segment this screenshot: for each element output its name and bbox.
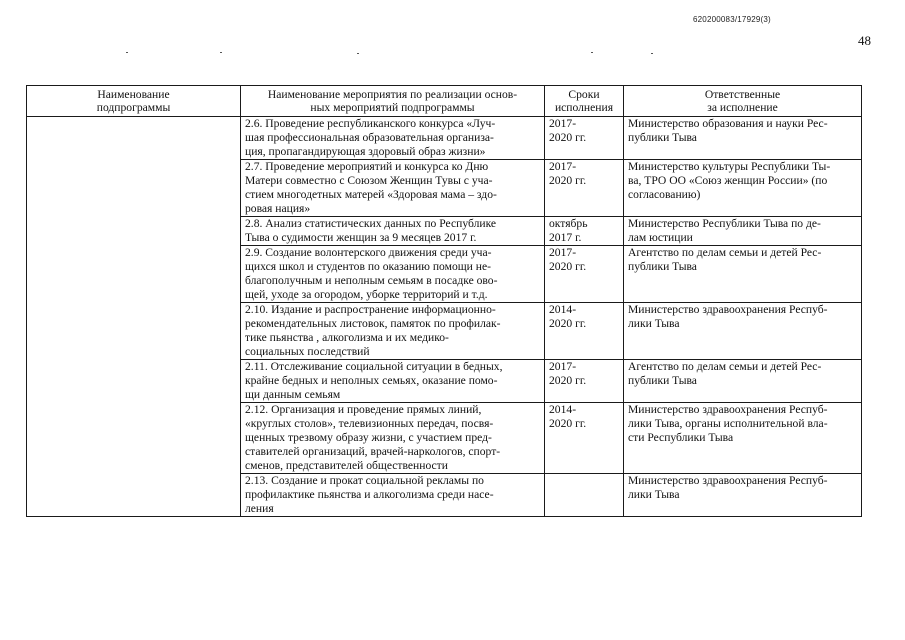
measure-cell: 2.8. Анализ статистических данных по Республике Тыва о судимости женщин за 9 месяцев 2017 г. xyxy=(241,217,545,246)
deadline-cell: 2014- 2020 гг. xyxy=(545,403,624,474)
measures-table xyxy=(26,85,862,517)
measure-cell: 2.10. Издание и распространение информационно- рекомендательных листовок, памяток по профилак- тике пьянства , алкоголизма и их медико- социальных последствий xyxy=(241,303,545,360)
responsible-cell: Министерство здравоохранения Респуб- лики Тыва, органы исполнительной вла- сти Республики Тыва xyxy=(624,403,862,474)
table-header-row xyxy=(27,86,862,117)
page-number: 48 xyxy=(858,33,871,48)
measure-cell: 2.7. Проведение мероприятий и конкурса ко Дню Матери совместно с Союзом Женщин Тувы с уча- стием многодетных матерей «Здоровая мама – здо- ровая нация» xyxy=(241,160,545,217)
responsible-cell: Министерство образования и науки Рес- публики Тыва xyxy=(624,117,862,160)
scan-speck xyxy=(220,52,222,53)
deadline-cell: 2017- 2020 гг. xyxy=(545,246,624,303)
measure-cell: 2.6. Проведение республиканского конкурса «Луч- шая профессиональная образовательная организа- ция, пропагандирующая здоровый образ жизни» xyxy=(241,117,545,160)
scan-speck xyxy=(651,53,653,54)
header-responsible: Ответственные за исполнение xyxy=(624,86,862,117)
header-deadline: Сроки исполнения xyxy=(545,86,624,117)
responsible-cell: Министерство здравоохранения Респуб- лики Тыва xyxy=(624,303,862,360)
deadline-cell: 2017- 2020 гг. xyxy=(545,160,624,217)
scan-speck xyxy=(126,52,128,53)
measure-cell: 2.11. Отслеживание социальной ситуации в бедных, крайне бедных и неполных семьях, оказание помо- щи данным семьям xyxy=(241,360,545,403)
scan-speck xyxy=(357,53,359,54)
measure-cell: 2.9. Создание волонтерского движения среди уча- щихся школ и студентов по оказанию помощи не- благополучным и неполным семьям в посадке ово- щей, уходе за огородом, уборке территорий и т.д. xyxy=(241,246,545,303)
header-measure: Наименование мероприятия по реализации основ- ных мероприятий подпрограммы xyxy=(241,86,545,117)
document-id: 620200083/17929(3) xyxy=(693,15,771,24)
responsible-cell: Министерство Республики Тыва по де- лам юстиции xyxy=(624,217,862,246)
deadline-cell xyxy=(545,474,624,517)
responsible-cell: Министерство здравоохранения Респуб- лики Тыва xyxy=(624,474,862,517)
responsible-cell: Министерство культуры Республики Ты- ва, ТРО ОО «Союз женщин России» (по согласованию) xyxy=(624,160,862,217)
deadline-cell: октябрь 2017 г. xyxy=(545,217,624,246)
scan-speck xyxy=(591,52,593,53)
responsible-cell: Агентство по делам семьи и детей Рес- публики Тыва xyxy=(624,246,862,303)
measure-cell: 2.12. Организация и проведение прямых линий, «круглых столов», телевизионных передач, посвя- щенных трезвому образу жизни, с участием пред- ставителей организаций, врачей-наркологов, спорт- сменов, представителей общественности xyxy=(241,403,545,474)
responsible-cell: Агентство по делам семьи и детей Рес- публики Тыва xyxy=(624,360,862,403)
deadline-cell: 2017- 2020 гг. xyxy=(545,360,624,403)
table-row xyxy=(27,117,862,160)
deadline-cell: 2014- 2020 гг. xyxy=(545,303,624,360)
deadline-cell: 2017- 2020 гг. xyxy=(545,117,624,160)
measure-cell: 2.13. Создание и прокат социальной рекламы по профилактике пьянства и алкоголизма среди насе- ления xyxy=(241,474,545,517)
subprogram-cell xyxy=(27,117,241,517)
header-subprogram: Наименование подпрограммы xyxy=(27,86,241,117)
